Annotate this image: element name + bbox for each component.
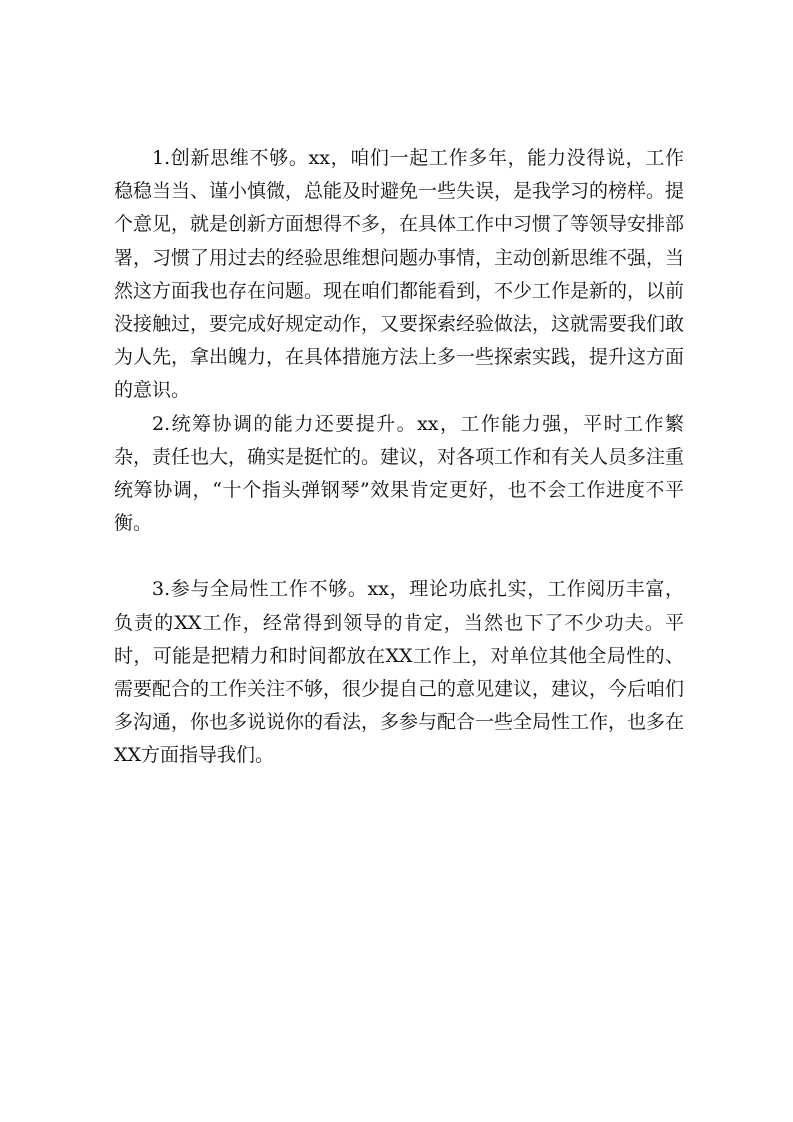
paragraph-spacer: [114, 540, 684, 573]
paragraph-1: 1.创新思维不够。xx，咱们一起工作多年，能力没得说，工作稳稳当当、谨小慎微，总能及时避免一些失误，是我学习的榜样。提个意见，就是创新方面想得不多，在具体工作中习惯了等领导安排部署，习惯了用过去的经验思维想问题办事情，主动创新思维不强，当然这方面我也存在问题。现在咱们都能看到，不少工作是新的，以前没接触过，要完成好规定动作，又要探索经验做法，这就需要我们敢为人先，拿出魄力，在具体措施方法上多一些探索实践，提升这方面的意识。: [114, 147, 685, 402]
paragraph-3: 3.参与全局性工作不够。xx，理论功底扎实，工作阅历丰富，负责的XX工作，经常得到领导的肯定，当然也下了不少功夫。平时，可能是把精力和时间都放在XX工作上，对单位其他全局性的、需要配合的工作关注不够，很少提自己的意见建议，建议，今后咱们多沟通，你也多说说你的看法，多参与配合一些全局性工作，也多在XX方面指导我们。: [114, 578, 685, 767]
document-body: [114, 142, 684, 773]
paragraph-2: 2.统筹协调的能力还要提升。xx，工作能力强，平时工作繁杂，责任也大，确实是挺忙的。建议，对各项工作和有关人员多注重统筹协调，“十个指头弹钢琴”效果肯定更好，也不会工作进度不平衡。: [114, 412, 685, 535]
